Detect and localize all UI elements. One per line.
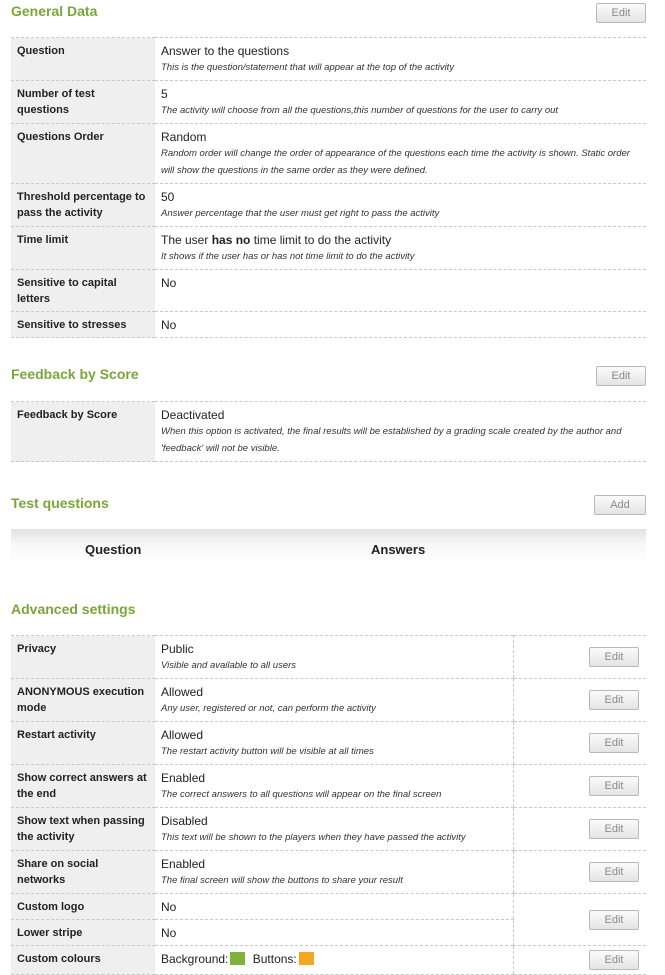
row-label: ANONYMOUS execution mode [11,679,155,722]
row-label: Threshold percentage to pass the activity [11,184,155,227]
restart-activity-edit-button[interactable]: Edit [589,733,639,753]
row-label: Custom colours [11,946,155,975]
feedback-edit-button[interactable]: Edit [596,366,646,386]
row-show-correct-answers [11,765,646,808]
row-label: Show correct answers at the end [11,765,155,808]
row-description: This text will be shown to the players when they have passed the activity [161,832,466,843]
show-correct-answers-edit-button[interactable]: Edit [589,776,639,796]
row-sensitive-stresses [11,312,646,338]
row-description: The final screen will show the buttons to share your result [161,875,403,886]
row-time-limit [11,227,646,270]
row-description: Any user, registered or not, can perform the activity [161,703,376,714]
row-description: When this option is activated, the final results will be established by a grading scale created by the author and 'feedback' will not be visible. [161,426,622,454]
row-label: Custom logo [11,894,155,920]
row-value: The user has no time limit to do the activity [161,233,392,247]
row-label: Show text when passing the activity [11,808,155,851]
row-label: Lower stripe [11,920,155,946]
row-label: Restart activity [11,722,155,765]
row-label: Question [11,38,155,81]
row-description: Visible and available to all users [161,660,297,671]
background-colour-label: Background: [161,952,229,966]
logo-stripe-edit-button[interactable]: Edit [589,910,639,930]
row-description: The correct answers to all questions will appear on the final screen [161,789,442,800]
row-description: It shows if the user has or has not time limit to do the activity [161,251,415,262]
test-questions-header [11,495,646,519]
buttons-colour-swatch[interactable] [299,952,314,965]
column-header-answers: Answers [371,542,426,557]
row-question [11,38,646,81]
show-text-passing-edit-button[interactable]: Edit [589,819,639,839]
row-description: Answer percentage that the user must get right to pass the activity [161,208,440,219]
row-value: Public [161,642,194,656]
row-label: Feedback by Score [11,402,155,462]
row-privacy [11,636,646,679]
row-value [161,951,507,967]
row-label: Sensitive to stresses [11,312,155,338]
row-value: Allowed [161,685,204,699]
row-anonymous-mode [11,679,646,722]
row-value: 5 [161,87,168,101]
row-share-social [11,851,646,894]
advanced-settings-title: Advanced settings [11,601,136,617]
general-data-title: General Data [11,3,98,19]
row-value: Enabled [161,857,206,871]
test-questions-title: Test questions [11,495,109,511]
row-label: Questions Order [11,124,155,184]
row-sensitive-capitals [11,270,646,312]
share-social-edit-button[interactable]: Edit [589,862,639,882]
anonymous-mode-edit-button[interactable]: Edit [589,690,639,710]
advanced-settings-header [11,601,646,625]
row-value: Random [161,130,207,144]
row-value: Deactivated [161,408,225,422]
general-data-edit-button[interactable]: Edit [596,3,646,23]
questions-table-header [11,529,646,567]
row-questions-order [11,124,646,184]
privacy-edit-button[interactable]: Edit [589,647,639,667]
row-description: The restart activity button will be visible at all times [161,746,374,757]
row-feedback-by-score [11,402,646,462]
general-data-header [11,3,646,27]
row-description: The activity will choose from all the questions,this number of questions for the user to carry out [161,105,559,116]
row-value: Allowed [161,728,204,742]
feedback-table [11,401,646,462]
row-custom-logo [11,894,646,920]
feedback-header [11,366,646,390]
row-label: Time limit [11,227,155,270]
general-data-table [11,37,646,338]
row-value: 50 [161,190,175,204]
row-label: Sensitive to capital letters [11,270,155,312]
row-custom-colours [11,946,646,975]
row-restart-activity [11,722,646,765]
buttons-colour-label: Buttons: [252,952,297,966]
add-question-button[interactable]: Add [594,495,646,515]
custom-colours-edit-button[interactable]: Edit [589,950,639,970]
row-number-of-questions [11,81,646,124]
row-description: Random order will change the order of appearance of the questions each time the activity is shown. Static order will show the questions in the same order as they were defined. [161,148,630,176]
row-label: Privacy [11,636,155,679]
row-value: No [161,276,177,290]
row-threshold [11,184,646,227]
row-label: Share on social networks [11,851,155,894]
row-value: No [161,900,177,914]
advanced-settings-table [11,635,646,975]
row-value: No [161,318,177,332]
row-label: Number of test questions [11,81,155,124]
background-colour-swatch[interactable] [230,952,245,965]
row-value: No [161,926,177,940]
row-show-text-passing [11,808,646,851]
row-value: Disabled [161,814,208,828]
column-header-question: Question [85,542,142,557]
row-value: Enabled [161,771,206,785]
row-value: Answer to the questions [161,44,290,58]
row-description: This is the question/statement that will appear at the top of the activity [161,62,455,73]
feedback-title: Feedback by Score [11,366,139,382]
